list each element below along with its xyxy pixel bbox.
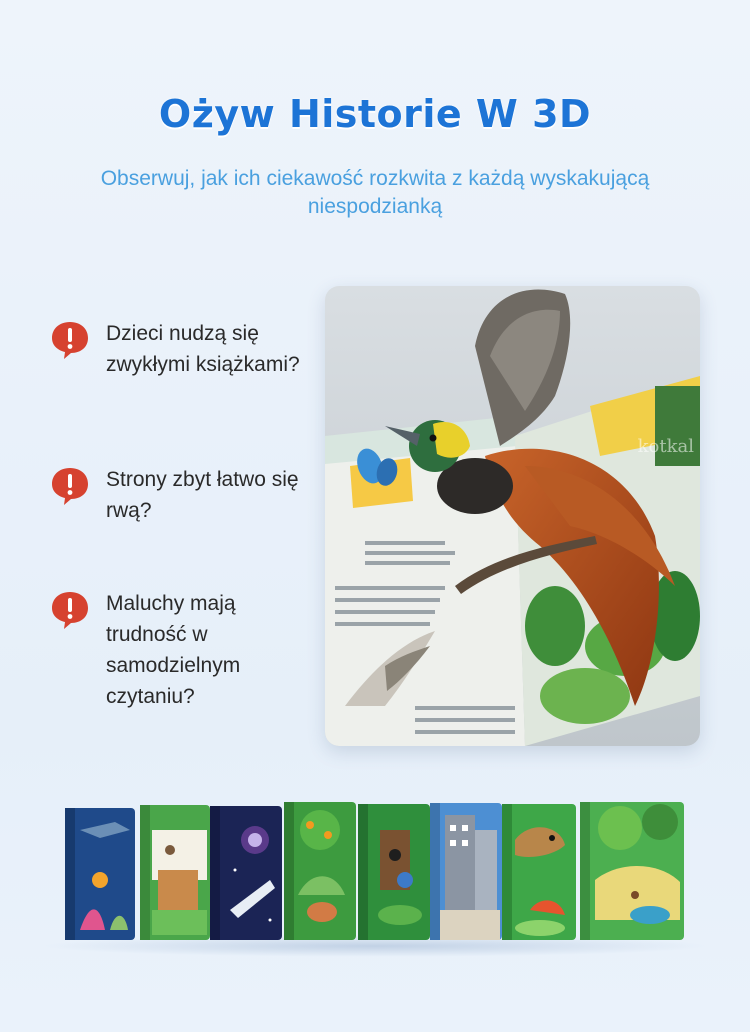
problem-text: Strony zbyt łatwo się rwą? xyxy=(106,468,299,522)
problem-text: Dzieci nudzą się zwykłymi książkami? xyxy=(106,322,300,376)
alert-bubble-icon xyxy=(50,320,90,360)
book-covers-illustration xyxy=(60,800,690,950)
dinosaur-book-cover xyxy=(502,804,576,940)
book-collection xyxy=(60,800,690,950)
alert-bubble-icon xyxy=(50,590,90,630)
problem-item xyxy=(50,588,320,712)
orchard-book-cover xyxy=(284,802,356,940)
problem-item xyxy=(50,318,320,380)
bird-popup-illustration xyxy=(325,286,700,746)
page-title: Ożyw Historie W 3D xyxy=(158,92,592,136)
page-subtitle: Obserwuj, jak ich ciekawość rozkwita z każdą wyskakującą niespodzianką xyxy=(100,167,650,218)
city-book-cover xyxy=(430,803,502,940)
popup-book-photo xyxy=(325,286,700,746)
problem-item xyxy=(50,464,320,526)
alert-bubble-icon xyxy=(50,466,90,506)
photo-watermark: kotkal xyxy=(637,436,694,457)
space-book-cover xyxy=(210,806,282,940)
jungle-book-cover xyxy=(580,802,684,940)
forest-book-cover xyxy=(358,804,430,940)
problem-text: Maluchy mają trudność w samodzielnym czytaniu? xyxy=(106,592,241,708)
farm-book-cover xyxy=(140,805,210,940)
ocean-book-cover xyxy=(65,808,135,940)
